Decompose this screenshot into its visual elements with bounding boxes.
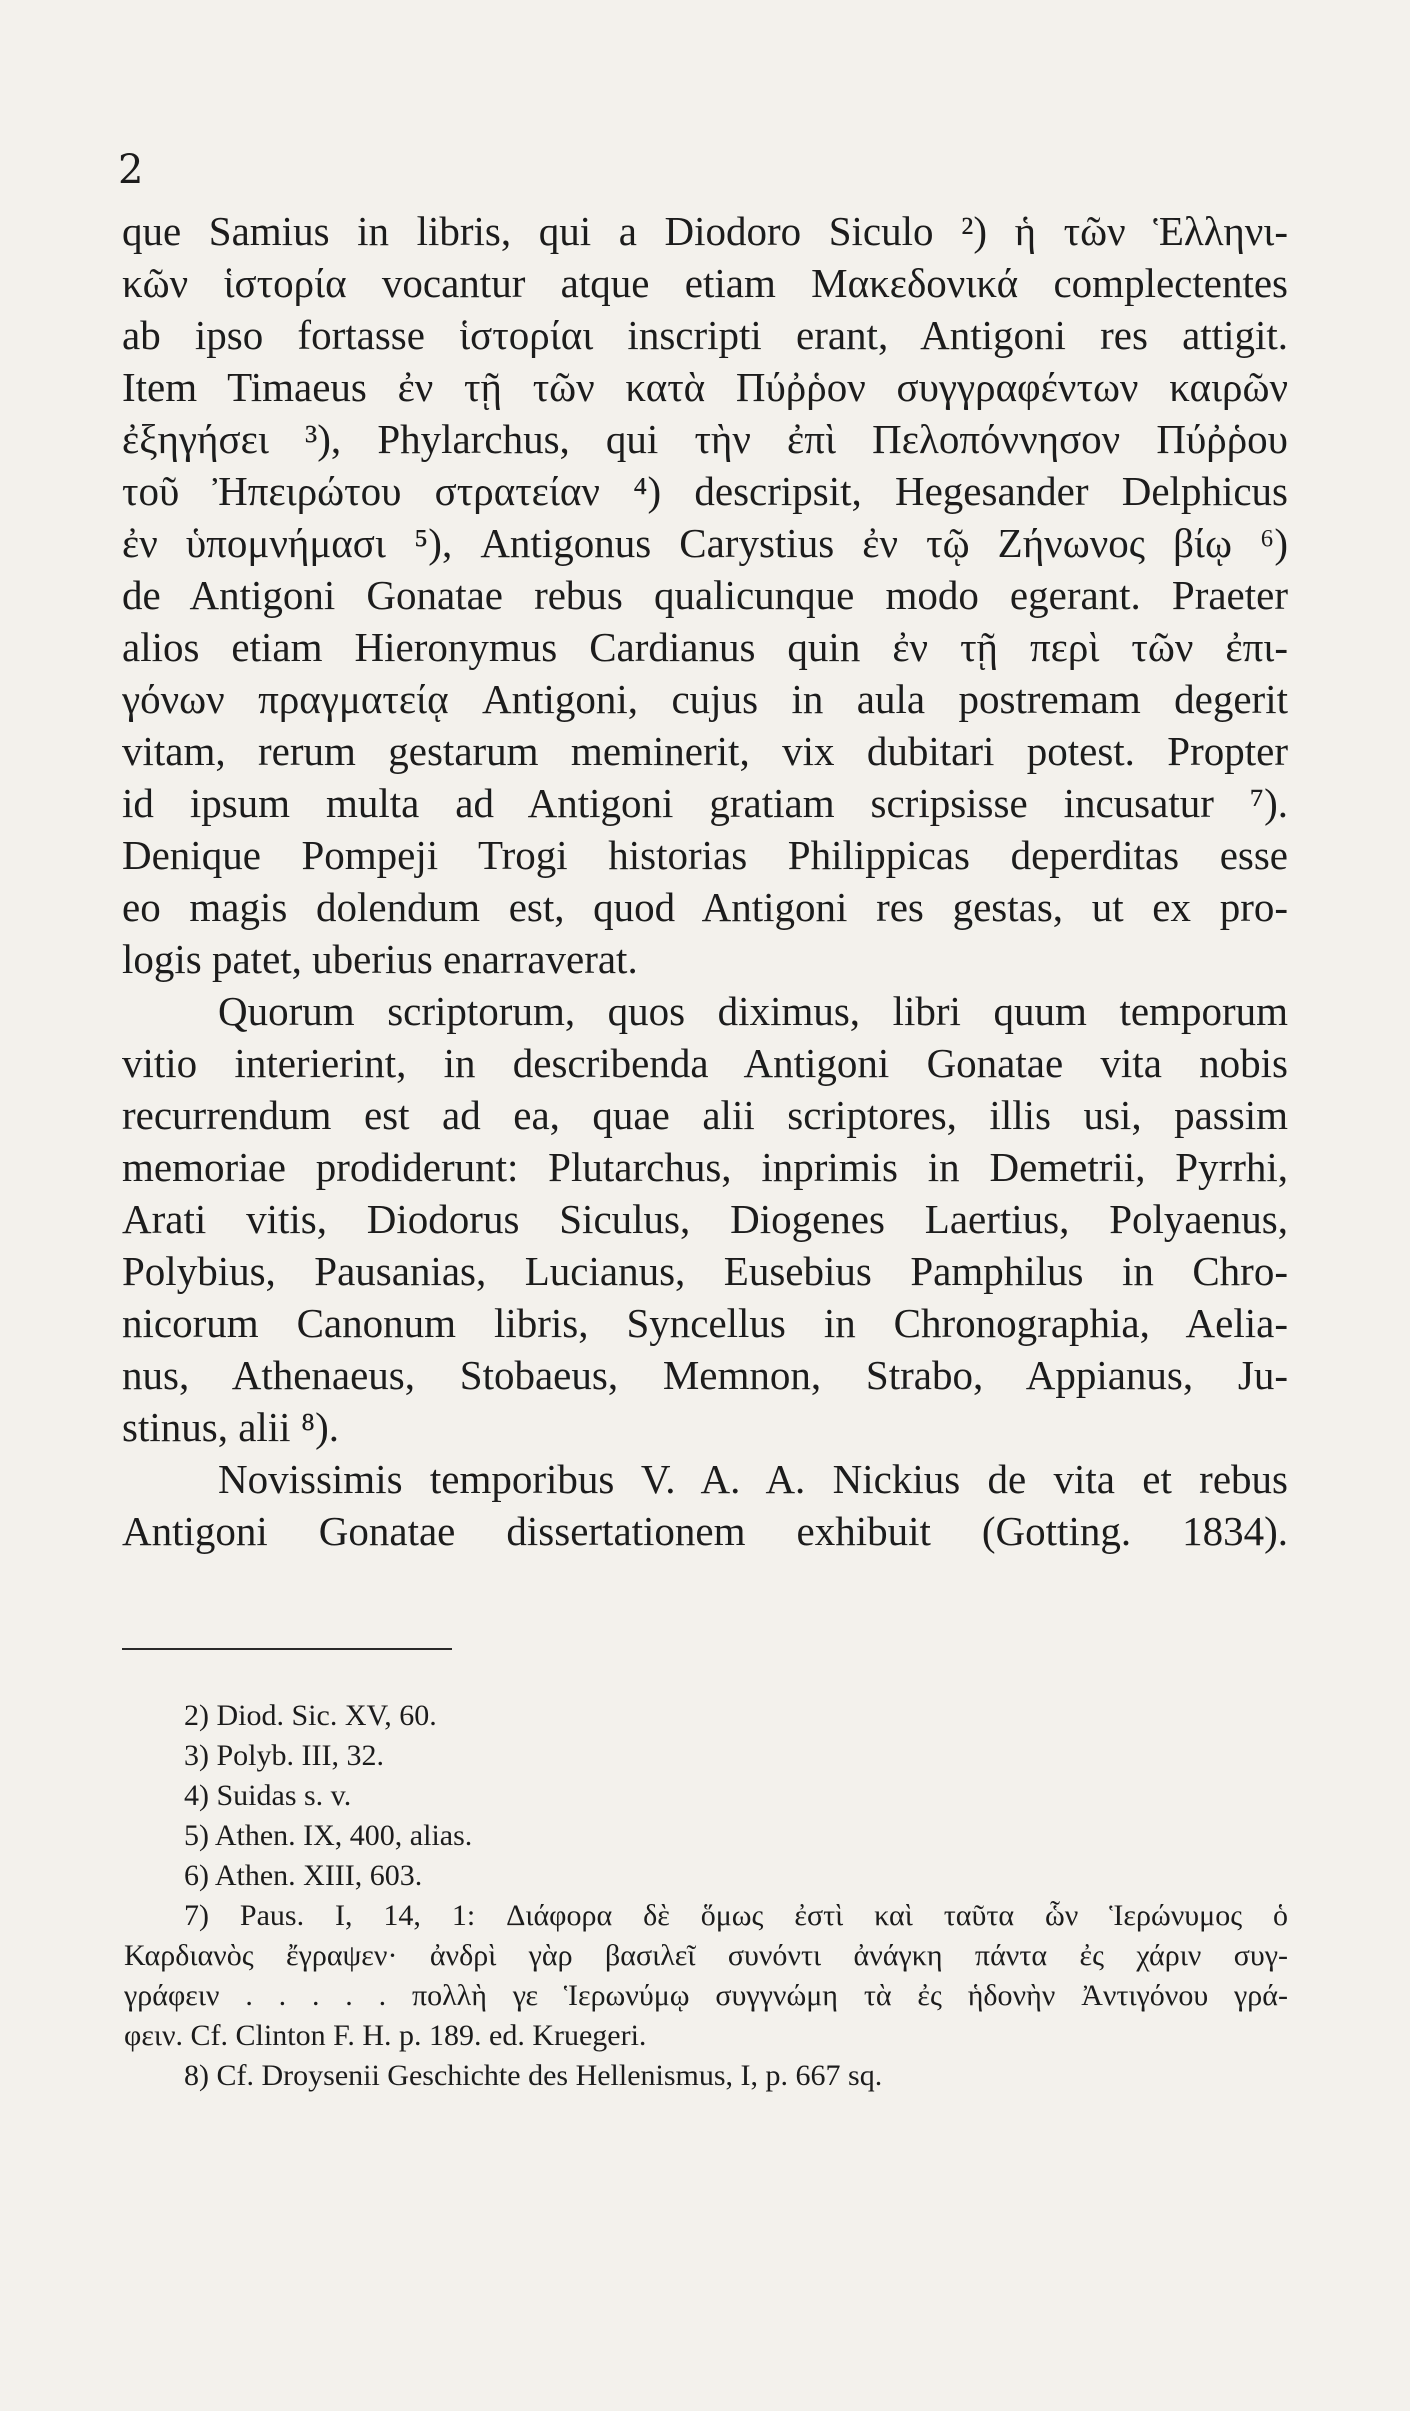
footnote-line: 7) Paus. I, 14, 1: Διάφορα δὲ ὅμως ἐστὶ καὶ ταῦτα ὧν Ἱερώνυμος ὁ bbox=[184, 1899, 1288, 1932]
text-line: ἐν ὑπομνήμασι ⁵), Antigonus Carystius ἐν τῷ Ζήνωνος βίῳ ⁶) bbox=[122, 520, 1288, 566]
text-line: Antigoni Gonatae dissertationem exhibuit (Gotting. 1834). bbox=[122, 1508, 1288, 1554]
text-line: id ipsum multa ad Antigoni gratiam scripsisse incusatur ⁷). bbox=[122, 780, 1288, 826]
text-line: Item Timaeus ἐν τῇ τῶν κατὰ Πύῤῥον συγγραφέντων καιρῶν bbox=[122, 364, 1288, 410]
text-line: stinus, alii ⁸). bbox=[122, 1404, 340, 1450]
footnote-rule bbox=[122, 1648, 452, 1650]
text-line: nus, Athenaeus, Stobaeus, Memnon, Strabo, Appianus, Ju- bbox=[122, 1352, 1288, 1398]
text-line: memoriae prodiderunt: Plutarchus, inprimis in Demetrii, Pyrrhi, bbox=[122, 1144, 1288, 1190]
footnote-line: 3) Polyb. III, 32. bbox=[184, 1739, 384, 1772]
text-line: γόνων πραγματείᾳ Antigoni, cujus in aula postremam degerit bbox=[122, 676, 1288, 722]
footnote-line: Καρδιανὸς ἔγραψεν· ἀνδρὶ γὰρ βασιλεῖ συνόντι ἀνάγκη πάντα ἐς χάριν συγ- bbox=[124, 1939, 1288, 1972]
footnote-line: 4) Suidas s. v. bbox=[184, 1779, 352, 1812]
text-line: vitam, rerum gestarum meminerit, vix dubitari potest. Propter bbox=[122, 728, 1288, 774]
footnote-line: 2) Diod. Sic. XV, 60. bbox=[184, 1699, 437, 1732]
text-line: ἐξηγήσει ³), Phylarchus, qui τὴν ἐπὶ Πελοπόννησον Πύῤῥου bbox=[122, 416, 1288, 462]
page-number: 2 bbox=[118, 147, 144, 193]
footnote-line: φειν. Cf. Clinton F. H. p. 189. ed. Kruegeri. bbox=[124, 2019, 647, 2052]
text-line: recurrendum est ad ea, quae alii scriptores, illis usi, passim bbox=[122, 1092, 1288, 1138]
text-line: que Samius in libris, qui a Diodoro Siculo ²) ἡ τῶν Ἑλληνι- bbox=[122, 208, 1288, 254]
text-line: Denique Pompeji Trogi historias Philippicas deperditas esse bbox=[122, 832, 1288, 878]
footnote-line: γράφειν . . . . . πολλὴ γε Ἱερωνύμῳ συγγνώμη τὰ ἐς ἡδονὴν Ἀντιγόνου γρά- bbox=[124, 1979, 1288, 2012]
text-line: vitio interierint, in describenda Antigoni Gonatae vita nobis bbox=[122, 1040, 1288, 1086]
text-line: Quorum scriptorum, quos diximus, libri quum temporum bbox=[218, 988, 1288, 1034]
text-line: nicorum Canonum libris, Syncellus in Chronographia, Aelia- bbox=[122, 1300, 1288, 1346]
text-line: Polybius, Pausanias, Lucianus, Eusebius Pamphilus in Chro- bbox=[122, 1248, 1288, 1294]
text-line: Novissimis temporibus V. A. A. Nickius de vita et rebus bbox=[218, 1456, 1288, 1502]
main-text bbox=[122, 205, 1288, 1557]
footnotes bbox=[124, 1696, 1288, 2096]
footnote-line: 5) Athen. IX, 400, alias. bbox=[184, 1819, 473, 1852]
text-line: eo magis dolendum est, quod Antigoni res gestas, ut ex pro- bbox=[122, 884, 1288, 930]
text-line: alios etiam Hieronymus Cardianus quin ἐν τῇ περὶ τῶν ἐπι- bbox=[122, 624, 1288, 670]
text-line: τοῦ Ἠπειρώτου στρατείαν ⁴) descripsit, Hegesander Delphicus bbox=[122, 468, 1288, 514]
text-line: ab ipso fortasse ἱστορίαι inscripti erant, Antigoni res attigit. bbox=[122, 312, 1288, 358]
text-line: logis patet, uberius enarraverat. bbox=[122, 936, 638, 982]
footnote-line: 8) Cf. Droysenii Geschichte des Hellenismus, I, p. 667 sq. bbox=[184, 2059, 883, 2092]
text-line: de Antigoni Gonatae rebus qualicunque modo egerant. Praeter bbox=[122, 572, 1288, 618]
footnote-line: 6) Athen. XIII, 603. bbox=[184, 1859, 423, 1892]
text-line: Arati vitis, Diodorus Siculus, Diogenes Laertius, Polyaenus, bbox=[122, 1196, 1288, 1242]
text-line: κῶν ἱστορία vocantur atque etiam Μακεδονικά complectentes bbox=[122, 260, 1288, 306]
